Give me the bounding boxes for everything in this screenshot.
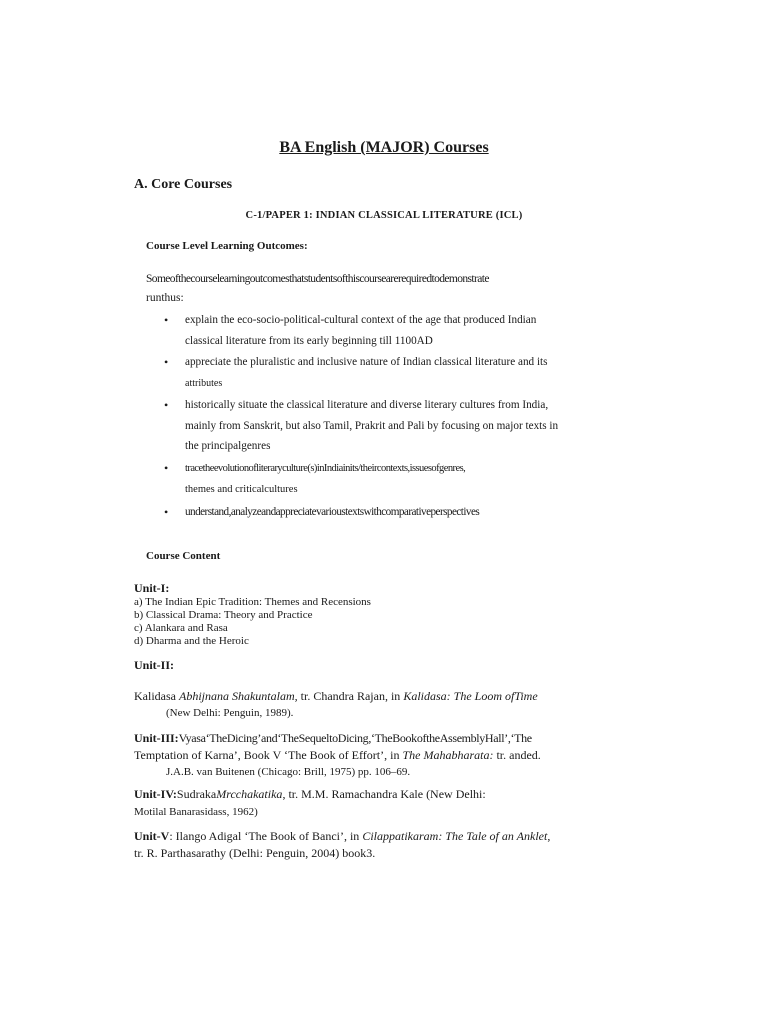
list-item: • explain the eco-socio-political-cultural context of the age that produced Indian classical literature from its early beginning till 1100AD (164, 310, 626, 351)
list-item: b) Classical Drama: Theory and Practice (134, 609, 313, 621)
intro-line: runthus: (146, 292, 184, 304)
list-item: c) Alankara and Rasa (134, 622, 228, 634)
unit-3-label: Unit-III: (134, 731, 179, 745)
list-item: • understand,analyzeandappreciatevarioustextswithcomparativeperspectives (164, 502, 626, 523)
document-title: BA English (MAJOR) Courses (279, 139, 489, 156)
list-item: a) The Indian Epic Tradition: Themes and Recensions (134, 596, 371, 608)
intro-paragraph (146, 270, 616, 308)
course-content-heading: Course Content (146, 550, 221, 562)
outcomes-list (164, 310, 626, 523)
list-item: • tracetheevolutionofliteraryculture(s)inIndiainits/theircontexts,issuesofgenres, themes and criticalcultures (164, 458, 626, 501)
list-item: • historically situate the classical literature and diverse literary cultures from India, mainly from Sanskrit, but also Tamil, Prakrit and Pali by focusing on major texts in the principalgenres (164, 395, 626, 457)
unit-4-text: Unit-IV:SudrakaMrcchakatika, tr. M.M. Ramachandra Kale (New Delhi: Motilal Banarasidass, 1962) (134, 787, 486, 818)
unit-4-label: Unit-IV: (134, 787, 177, 801)
unit-5-text: Unit-V: Ilango Adigal ‘The Book of Banci’, in Cilappatikaram: The Tale of an Anklet, tr. R. Parthasarathy (Delhi: Penguin, 2004) book3. (134, 829, 551, 860)
outcomes-heading: Course Level Learning Outcomes: (146, 240, 308, 252)
unit-2-label: Unit-II: (134, 658, 175, 672)
paper-heading: C-1/PAPER 1: INDIAN CLASSICAL LITERATURE (ICL) (245, 210, 523, 221)
unit-1-label: Unit-I: (134, 581, 170, 595)
section-heading: A. Core Courses (134, 177, 233, 192)
unit-5-label: Unit-V (134, 829, 170, 843)
list-item: • appreciate the pluralistic and inclusive nature of Indian classical literature and its attributes (164, 352, 626, 394)
unit-1-topics (134, 596, 371, 648)
unit-2-text: Kalidasa Abhijnana Shakuntalam, tr. Chandra Rajan, in Kalidasa: The Loom ofTime (New Delhi: Penguin, 1989). (134, 689, 538, 719)
list-item: d) Dharma and the Heroic (134, 635, 249, 647)
intro-line: Someofthecourselearningoutcomesthatstudentsofthiscoursearerequiredtodemonstrate (146, 273, 489, 285)
unit-3-text: Unit-III:Vyasa‘TheDicing’and‘TheSequeltoDicing,‘TheBookoftheAssemblyHall’,‘The Temptation of Karna’, Book V ‘The Book of Effort’, in The Mahabharata: tr. anded. J.A.B. van Buitenen (Chicago: Brill, 1975) pp. 106–69. (134, 731, 541, 778)
